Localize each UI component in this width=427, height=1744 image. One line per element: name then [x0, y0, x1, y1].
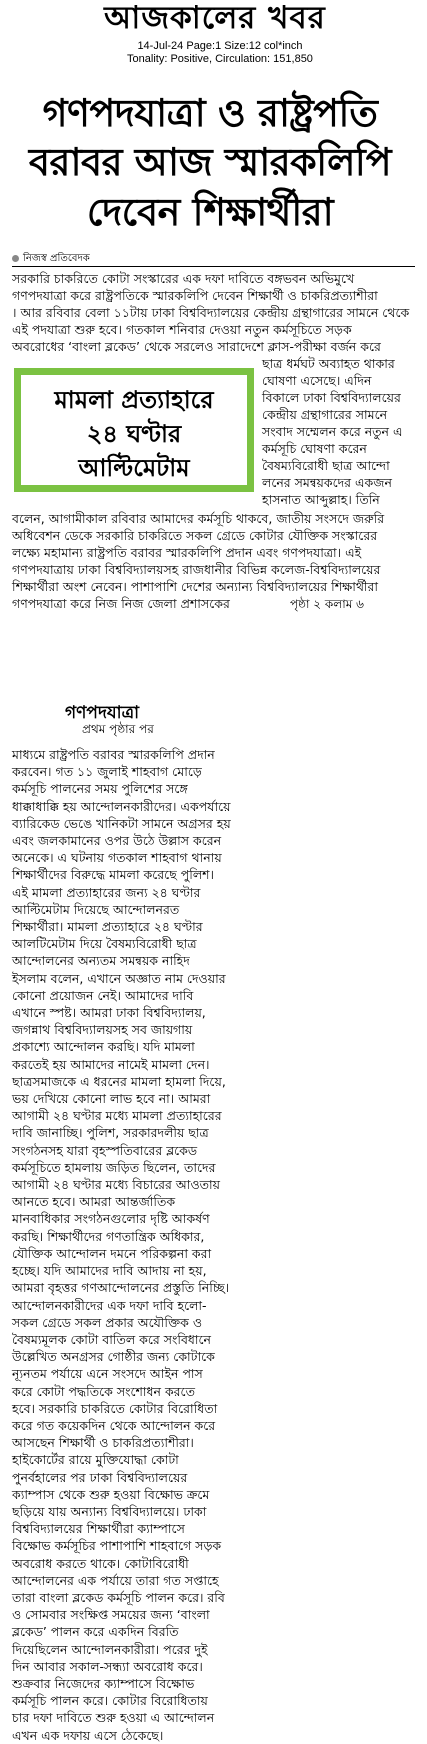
continuation-line: শুক্রবার নিজেদের ক্যাম্পাসে বিক্ষোভ — [12, 1675, 195, 1691]
continuation-line: করবেন। গত ১১ জুলাই শাহবাগ মোড়ে — [12, 764, 202, 780]
continuation-line: অবরোধ করতে থাকে। কোটাবিরোধী — [12, 1555, 189, 1571]
article-line: হাসনাত আব্দুল্লাহ। তিনি — [262, 492, 380, 507]
continuation-line: কর্মসূচি পালন করে। কোটার বিরোধিতায় — [12, 1693, 208, 1709]
continuation-line: চার দফা দাবিতে শুরু হওয়া এ আন্দোলন — [12, 1710, 215, 1726]
article-line: বলেন, আগামীকাল রবিবার আমাদের কর্মসূচি থাকবে, জাতীয় সংসদে জরুরি — [12, 511, 385, 526]
article-line: সংবাদ সম্মেলন করে নতুন এ — [262, 424, 403, 439]
continuation-line: কর্মসূচি পালনের সময় পুলিশের সঙ্গে — [12, 781, 188, 797]
continuation-line: ক্যাম্পাস থেকে শুরু হওয়া বিক্ষোভ ক্রমে — [12, 1486, 210, 1502]
continuation-line: করে গত কয়েকদিন থেকে আন্দোলন করে — [12, 1417, 216, 1433]
article-line: গণপদযাত্রা করে নিজ নিজ জেলা প্রশাসকের — [12, 596, 230, 611]
article-line: এই পদযাত্রা শুরু হবে। গতকাল শনিবার দেওয়া নতুন কর্মসূচিতে সড়ক — [12, 322, 352, 337]
article-line: । আর রবিবার বেলা ১১টায় ঢাকা বিশ্ববিদ্যালয়ের কেন্দ্রীয় গ্রন্থাগারের সামনে থেকে — [12, 305, 410, 320]
continuation-line: ন্যূনতম পর্যায়ে এনে সংসদে আইন পাস — [12, 1366, 203, 1382]
continuation-subtitle: প্রথম পৃষ্ঠার পর — [82, 722, 154, 736]
continuation-line: সংগঠনসহ যারা বৃহস্পতিবারের ব্লকেড — [12, 1142, 198, 1158]
article-line: ঘোষণা এসেছে। এদিন — [262, 373, 372, 388]
continuation-line: আল্টিমেটাম দিয়েছে আন্দোলনরত — [12, 901, 180, 917]
article-line: অবরোধের ‘বাংলা ব্লকেড’ থেকে সরলেও সারাদেশে ক্লাস-পরীক্ষা বর্জন করে — [12, 339, 381, 354]
byline-text: নিজস্ব প্রতিবেদক — [23, 253, 90, 264]
continuation-line: মানবাধিকার সংগঠনগুলোর দৃষ্টি আকর্ষণ — [12, 1211, 210, 1227]
continuation-line: ও সোমবার সংক্ষিপ্ত সময়ের জন্য ‘বাংলা — [12, 1607, 210, 1623]
continuation-line: এই মামলা প্রত্যাহারের জন্য ২৪ ঘণ্টার — [12, 884, 201, 900]
continuation-line: বিশ্ববিদ্যালয়ের শিক্ষার্থীরা ক্যাম্পাসে — [12, 1521, 185, 1537]
continuation-line: ছড়িয়ে যায় অন্যান্য বিশ্ববিদ্যালয়ে। ঢাকা — [12, 1503, 207, 1519]
continuation-line: অনেকে। এ ঘটনায় গতকাল শাহবাগ থানায় — [12, 850, 222, 866]
continuation-line: ছাত্রসমাজকে এ ধরনের মামলা হামলা দিয়ে, — [12, 1073, 226, 1089]
article-line: কেন্দ্রীয় গ্রন্থাগারের সামনে — [262, 407, 388, 422]
pull-quote-line: আল্টিমেটাম — [78, 454, 190, 482]
article-line: ছাত্র ধর্মঘট অব্যাহত থাকার — [262, 356, 395, 371]
continuation-line: ব্লকেড’ পালন করে একদিন বিরতি — [12, 1624, 179, 1640]
continuation-line: পুনর্বহালের পর ঢাকা বিশ্ববিদ্যালয়ের — [12, 1469, 188, 1485]
article-line: অধিবেশন ডেকে সরকারি চাকরিতে সকল গ্রেডে কোটার যৌক্তিক সংস্কারের — [12, 528, 378, 543]
continuation-line: করছি। শিক্ষার্থীদের গণতান্ত্রিক অধিকার, — [12, 1228, 205, 1244]
article-line: লনের সমন্বয়কদের একজন — [262, 475, 392, 490]
continuation-line: তারা বাংলা ব্লকেড কর্মসূচি পালন করে। রবি — [12, 1589, 225, 1605]
continuation-line: আন্দোলনকারীদের এক দফা দাবি হলো- — [12, 1297, 207, 1313]
bullet-icon — [12, 255, 19, 262]
continuation-line: বৈষম্যমূলক কোটা বাতিল করে সংবিধানে — [12, 1331, 212, 1347]
headline-line3: দেবেন শিক্ষার্থীরা — [86, 190, 334, 234]
continuation-line: এখানে স্পষ্ট। আমরা ঢাকা বিশ্ববিদ্যালয়, — [12, 1005, 206, 1021]
continuation-line: আলটিমেটাম দিয়ে বৈষম্যবিরোধী ছাত্র — [12, 936, 197, 952]
continuation-line: ভয় দেখিয়ে কোনো লাভ হবে না। আমরা — [12, 1091, 211, 1107]
headline-line2: বরাবর আজ স্মারকলিপি — [28, 140, 392, 184]
continuation-line: দিয়েছিলেন আন্দোলনকারীরা। পরের দুই — [12, 1641, 208, 1657]
article-line: বিকালে ঢাকা বিশ্ববিদ্যালয়ের — [262, 390, 401, 405]
newspaper-masthead: আজকালের খবর — [104, 0, 326, 36]
continuation-line: মাধ্যমে রাষ্ট্রপতি বরাবর স্মারকলিপি প্রদান — [12, 747, 215, 762]
article-line: লক্ষ্যে মহামান্য রাষ্ট্রপতি বরাবর স্মারকলিপি প্রদান এবং গণপদযাত্রা। এই — [12, 545, 362, 560]
continuation-line: দিন আবার সকাল-সন্ধ্যা অবরোধ করে। — [12, 1658, 203, 1674]
continuation-line: হচ্ছে। যদি আমাদের দাবি আদায় না হয়, — [12, 1263, 207, 1279]
headline-line1: গণপদযাত্রা ও রাষ্ট্রপতি — [42, 91, 378, 135]
continuation-line: শিক্ষার্থীদের বিরুদ্ধে মামলা করেছে পুলিশ। — [12, 867, 214, 883]
continuation-line: আনতে হবে। আমরা আন্তর্জাতিক — [12, 1194, 176, 1210]
continuation-line: সকল গ্রেডে সকল প্রকার অযৌক্তিক ও — [12, 1314, 203, 1330]
pull-quote-line: ২৪ ঘণ্টার — [86, 420, 182, 448]
article-line: কর্মসূচি ঘোষণা করেন — [262, 441, 367, 456]
continuation-line: আন্দোলনের অন্যতম সমন্বয়ক নাহিদ — [12, 953, 190, 969]
article-line: গণপদযাত্রায় ঢাকা বিশ্ববিদ্যালয়সহ রাজধানীর বিভিন্ন কলেজ-বিশ্ববিদ্যালয়ের — [12, 562, 381, 577]
article-line: সরকারি চাকরিতে কোটা সংস্কারের এক দফা দাবিতে বঙ্গভবন অভিমুখে — [12, 271, 355, 286]
continuation-line: আন্দোলনের এক পর্যায়ে তারা গত সপ্তাহে — [12, 1572, 219, 1588]
continuation-line: কোনো প্রয়োজন নেই। আমাদের দাবি — [12, 987, 194, 1003]
article-side-column — [262, 355, 415, 508]
continuation-line: আগামী ২৪ ঘণ্টার মধ্যে মামলা প্রত্যাহারের — [12, 1108, 222, 1124]
continuation-line: কর্মসূচিতে হামলায় জড়িত ছিলেন, তাদের — [12, 1159, 216, 1175]
jump-line: পৃষ্ঠা ২ কলাম ৬ — [290, 597, 364, 611]
continuation-line: বিক্ষোভ কর্মসূচির পাশাপাশি শাহবাগে সড়ক — [12, 1538, 222, 1554]
continuation-line: জগন্নাথ বিশ্ববিদ্যালয়সহ সব জায়গায় — [12, 1022, 193, 1038]
article-line: বৈষম্যবিরোধী ছাত্র আন্দো — [262, 458, 390, 473]
divider — [12, 266, 415, 267]
continuation-line: ধাক্কাধাক্কি হয় আন্দোলনকারীদের। একপর্যায়ে — [12, 798, 231, 814]
continuation-body — [12, 746, 258, 1744]
continuation-line: করে কোটা পদ্ধতিকে সংশোধন করতে — [12, 1383, 195, 1399]
pull-quote-box — [14, 368, 254, 492]
continuation-line: আসছেন শিক্ষার্থী ও চাকরিপ্রত্যাশীরা। — [12, 1435, 194, 1451]
continuation-line: ব্যারিকেড ভেঙে খানিকটা সামনে অগ্রসর হয় — [12, 815, 231, 831]
continuation-line: এখন এক দফায় এসে ঠেকেছে। — [12, 1727, 164, 1743]
continuation-line: হবে। সরকারি চাকরিতে কোটার বিরোধিতা — [12, 1400, 218, 1416]
clipping-meta-line2: Tonality: Positive, Circulation: 151,850 — [127, 53, 313, 65]
article-line: শিক্ষার্থীরা অংশ নেবেন। পাশাপাশি দেশের অন্যান্য বিশ্ববিদ্যালয়ের শিক্ষার্থীরা — [12, 579, 379, 594]
continuation-line: শিক্ষার্থীরা। মামলা প্রত্যাহারে ২৪ ঘণ্টার — [12, 919, 203, 935]
continuation-title: গণপদযাত্রা — [65, 703, 140, 723]
article-line: গণপদযাত্রা করে রাষ্ট্রপতিকে স্মারকলিপি দেবেন শিক্ষার্থী ও চাকরিপ্রত্যাশীরা — [12, 288, 378, 303]
continuation-line: প্রকাশ্যে আন্দোলন করছি। যদি মামলা — [12, 1039, 195, 1055]
continuation-line: এবং জলকামানের ওপর উঠে উল্লাস করেন — [12, 833, 222, 849]
byline — [12, 253, 90, 265]
continuation-line: করতেই হয় আমাদের নামেই মামলা দেন। — [12, 1056, 210, 1072]
continuation-line: উল্লেখিত অনগ্রসর গোষ্ঠীর জন্য কোটাকে — [12, 1349, 215, 1365]
continuation-line: আগামী ২৪ ঘণ্টার মধ্যে বিচারের আওতায় — [12, 1177, 221, 1193]
continuation-line: যৌক্তিক আন্দোলন দমনে পরিকল্পনা করা — [12, 1245, 212, 1261]
clipping-meta-line1: 14-Jul-24 Page:1 Size:12 col*inch — [137, 40, 303, 52]
continuation-line: দাবি জানাচ্ছি। পুলিশ, সরকারদলীয় ছাত্র — [12, 1125, 209, 1141]
continuation-line: হাইকোর্টের রায়ে মুক্তিযোদ্ধা কোটা — [12, 1452, 179, 1468]
continuation-line: আমরা বৃহত্তর গণআন্দোলনের প্রস্তুতি নিচ্ছি। — [12, 1280, 230, 1296]
continuation-line: ইসলাম বলেন, এখানে অজ্ঞাত নাম দেওয়ার — [12, 970, 226, 986]
pull-quote-line: মামলা প্রত্যাহারে — [54, 386, 214, 414]
article-intro — [12, 270, 415, 355]
